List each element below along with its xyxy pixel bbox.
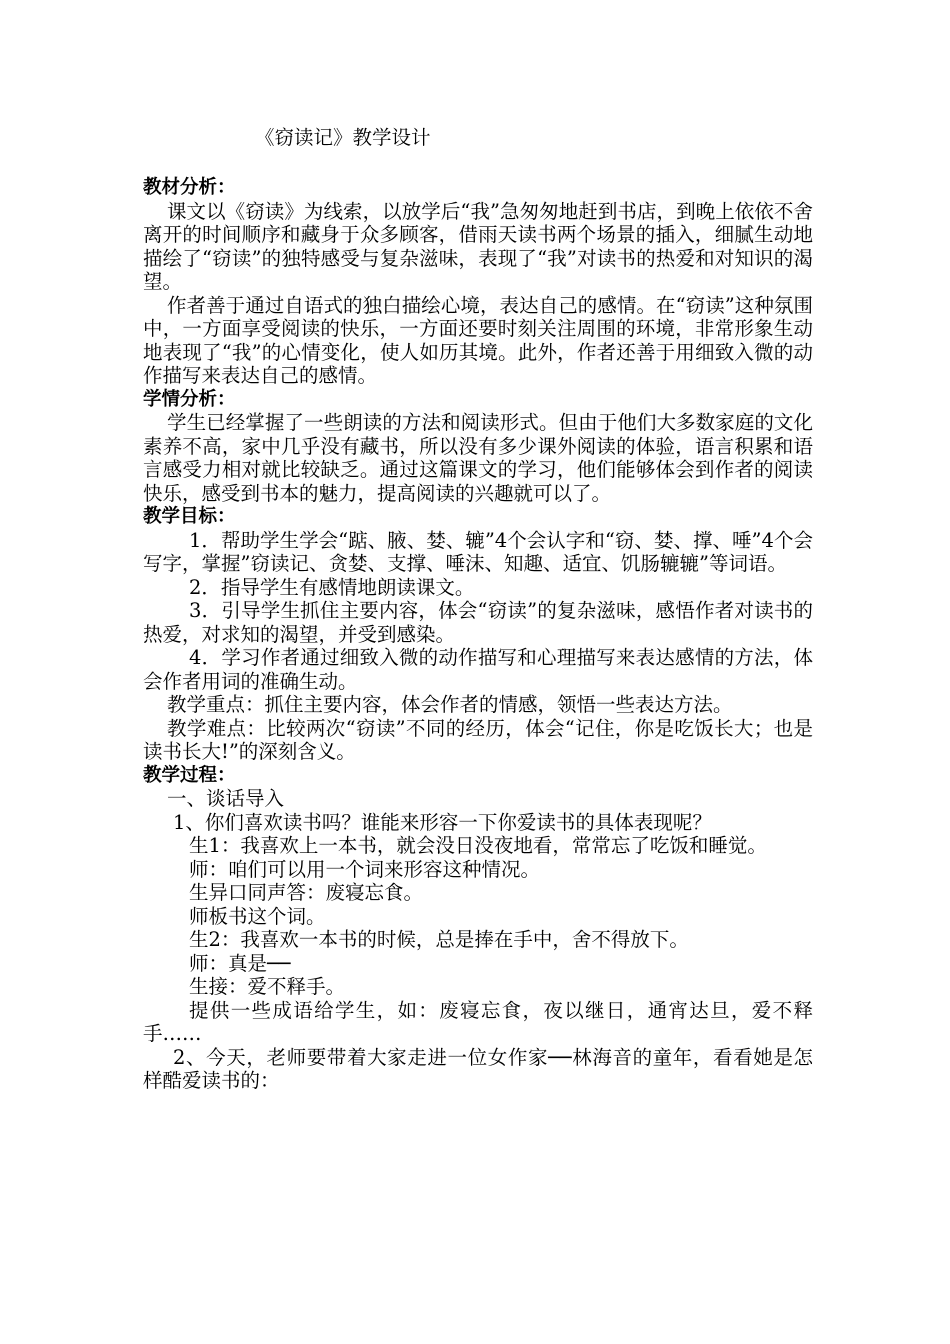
paragraph: 1、你们喜欢读书吗？谁能来形容一下你爱读书的具体表现呢？ (173, 810, 712, 834)
difficult-point: 教学难点：比较两次“窃读”不同的经历，体会“记住，你是吃饭长大；也是读书长大!”的深刻含义。 (143, 716, 813, 763)
goal-item: 4．学习作者通过细致入微的动作描写和心理描写来表达感情的方法，体会作者用词的准确生动。 (143, 646, 813, 693)
heading-student-analysis: 学情分析： (143, 388, 236, 410)
key-point: 教学重点：抓住主要内容，体会作者的情感，领悟一些表达方法。 (167, 693, 733, 716)
goal-item: 2．指导学生有感情地朗读课文。 (189, 575, 475, 599)
goal-item: 3．引导学生抓住主要内容，体会“窃读”的复杂滋味，感悟作者对读书的热爱，对求知的渴望，并受到感染。 (143, 599, 813, 646)
paragraph: 作者善于通过自语式的独白描绘心境，表达自己的感情。在“窃读”这种氛围中，一方面享受阅读的快乐，一方面还要时刻关注周围的环境，非常形象生动地表现了“我”的心情变化，使人如历其境。此外，作者还善于用细致入微的动作描写来表达自己的感情。 (143, 293, 813, 387)
paragraph: 课文以《窃读》为线索，以放学后“我”急匆匆地赶到书店，到晚上依依不舍离开的时间顺序和藏身于众多顾客，借雨天读书两个场景的插入，细腻生动地描绘了“窃读”的独特感受与复杂滋味，表现了“我”对读书的热爱和对知识的渴望。 (143, 199, 813, 293)
dialogue-line: 生异口同声答：废寝忘食。 (189, 881, 424, 904)
dialogue-line: 生1：我喜欢上一本书，就会没日没夜地看，常常忘了吃饭和睡觉。 (189, 834, 767, 857)
dialogue-line: 生接：爱不释手。 (189, 975, 346, 998)
dialogue-line: 师：真是── (189, 951, 291, 975)
dialogue-line: 生2：我喜欢一本书的时候，总是捧在手中，舍不得放下。 (189, 928, 689, 951)
paragraph: 2、今天，老师要带着大家走进一位女作家──林海音的童年，看看她是怎样酷爱读书的： (143, 1045, 813, 1092)
document-body (143, 176, 813, 1093)
dialogue-line: 师：咱们可以用一个词来形容这种情况。 (189, 857, 541, 881)
paragraph: 学生已经掌握了一些朗读的方法和阅读形式。但由于他们大多数家庭的文化素养不高，家中几乎没有藏书，所以没有多少课外阅读的体验，语言积累和语言感受力相对就比较缺乏。通过这篇课文的学习，他们能够体会到作者的阅读快乐，感受到书本的魅力，提高阅读的兴趣就可以了。 (143, 411, 813, 505)
heading-material-analysis: 教材分析： (143, 177, 236, 198)
goal-item: 1．帮助学生学会“踮、腋、婪、辘”4个会认字和“窃、婪、撑、唾”4个会写字，掌握”窃读记、贪婪、支撑、唾沫、知趣、适宜、饥肠辘辘”等词语。 (143, 528, 813, 575)
paragraph: 提供一些成语给学生，如：废寝忘食，夜以继日，通宵达旦，爱不释手…… (143, 998, 813, 1045)
dialogue-line: 师板书这个词。 (189, 904, 326, 928)
heading-teaching-process: 教学过程： (143, 764, 236, 786)
subheading-intro: 一、谈话导入 (167, 787, 285, 810)
document-title: 《窃读记》教学设计 (255, 126, 431, 149)
heading-teaching-goals: 教学目标： (143, 506, 236, 527)
